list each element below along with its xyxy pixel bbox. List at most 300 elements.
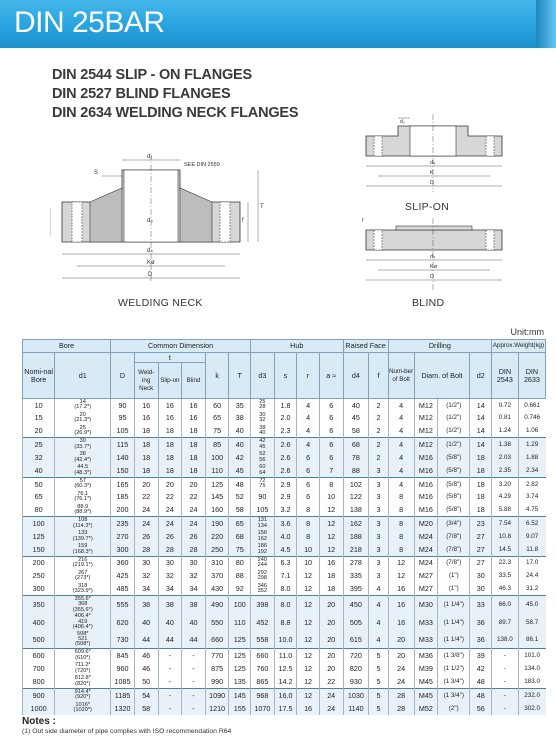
cell-d2: 27 [470,556,492,569]
cell-w2: 1.06 [518,425,545,438]
banner-corner [536,0,556,48]
cell-tb: 22 [182,491,206,504]
cell-s: 2.3 [274,425,297,438]
cell-d3: 346 352 [251,583,275,596]
cell-s: 14.2 [274,675,297,688]
cell-d3: 968 [251,688,275,701]
col-d2: d2 [470,353,492,399]
table-row [23,583,546,596]
cell-d1: 25 (26.9*) [55,425,111,438]
cell-d3: 1070 [251,702,275,715]
heading-welding-neck: DIN 2634 WELDING NECK FLANGES [52,105,299,121]
cell-tb: 38 [182,596,206,614]
cell-w2: 101.0 [518,649,545,662]
cell-inch: (1") [438,583,470,596]
cell-r: 6 [297,451,320,464]
cell-d2: 14 [470,399,492,412]
cell-nb: 32 [23,451,55,464]
cell-k: 145 [205,491,229,504]
cell-n: 12 [388,570,414,583]
cell-d3: 660 [251,649,275,662]
cell-bolt: M45 [414,688,438,701]
table-row [23,688,546,701]
cell-T: 40 [229,425,251,438]
cell-f: 4 [369,596,388,614]
cell-T: 135 [229,675,251,688]
cell-w2: 0.746 [518,412,545,425]
cell-inch: (1/2") [438,438,470,451]
cell-w1: 1.38 [491,438,518,451]
table-row [23,702,546,715]
cell-d2: 27 [470,530,492,543]
cell-d2: 36 [470,614,492,631]
cell-f: 3 [369,543,388,556]
col-r: r [297,353,320,399]
so-label-d2: d₂ [400,119,405,125]
cell-inch: (1 1/4") [438,614,470,631]
cell-k: 100 [205,451,229,464]
cell-ts: - [158,662,182,675]
cell-n: 8 [388,517,414,530]
cell-n: 4 [388,477,414,490]
cell-ts: 38 [158,596,182,614]
cell-s: 1.8 [274,399,297,412]
cell-s: 10.0 [274,631,297,649]
table-row [23,596,546,614]
cell-a: 6 [319,399,343,412]
cell-D: 425 [111,570,135,583]
cell-T: 45 [229,464,251,477]
cell-ts: 18 [158,438,182,451]
wn-see-note: SEE DIN 2559 [184,162,220,168]
cell-tw: 34 [134,583,158,596]
cell-w2: 31.2 [518,583,545,596]
cell-s: 2.9 [274,477,297,490]
unit-label: Unit:mm [510,327,544,337]
cell-d4: 395 [343,583,369,596]
cell-inch: (1") [438,570,470,583]
table-row [23,438,546,451]
table-row [23,412,546,425]
cell-w1: 89.7 [491,614,518,631]
cell-d4: 720 [343,649,369,662]
cell-inch: (5/8") [438,504,470,517]
table-row [23,649,546,662]
cell-tb: - [182,662,206,675]
cell-d3: 865 [251,675,275,688]
cell-d4: 58 [343,425,369,438]
cell-r: 4 [297,438,320,451]
cell-a: 24 [319,688,343,701]
cell-a: 6 [319,451,343,464]
cell-d1: 38 (42.4*) [55,451,111,464]
cell-T: 92 [229,583,251,596]
cell-s: 8.8 [274,614,297,631]
cell-bolt: M36 [414,649,438,662]
cell-inch: (3/4") [438,517,470,530]
cell-k: 875 [205,662,229,675]
cell-ts: - [158,649,182,662]
cell-a: 18 [319,583,343,596]
cell-f: 4 [369,583,388,596]
cell-w1: - [491,688,518,701]
cell-k: 490 [205,596,229,614]
cell-d2: 36 [470,631,492,649]
cell-ts: 18 [158,451,182,464]
cell-tw: 18 [134,451,158,464]
cell-nb: 65 [23,491,55,504]
cell-k: 1210 [205,702,229,715]
cell-a: 6 [319,412,343,425]
cell-T: 58 [229,504,251,517]
cell-f: 2 [369,399,388,412]
cell-w1: 14.5 [491,543,518,556]
cell-inch: (1 3/4") [438,688,470,701]
cell-s: 11.0 [274,649,297,662]
cell-n: 16 [388,583,414,596]
cell-bolt: M24 [414,530,438,543]
cell-tb: 44 [182,631,206,649]
cell-nb: 500 [23,631,55,649]
cell-d4: 1030 [343,688,369,701]
cell-inch: (5/8") [438,464,470,477]
cell-D: 115 [111,438,135,451]
cell-f: 2 [369,425,388,438]
cell-r: 12 [297,649,320,662]
cell-n: 8 [388,491,414,504]
cell-bolt: M12 [414,438,438,451]
cell-f: 3 [369,477,388,490]
cell-T: 155 [229,702,251,715]
cell-a: 12 [319,517,343,530]
cell-inch: (7/8") [438,530,470,543]
cell-n: 4 [388,412,414,425]
cell-a: 16 [319,556,343,569]
cell-T: 80 [229,556,251,569]
cell-T: 125 [229,649,251,662]
cell-tb: - [182,688,206,701]
cell-T: 88 [229,570,251,583]
cell-D: 730 [111,631,135,649]
bl-label-f: f [362,218,364,224]
cell-T: 68 [229,530,251,543]
cell-r: 12 [297,662,320,675]
cell-tw: 28 [134,543,158,556]
cell-f: 3 [369,556,388,569]
cell-r: 6 [297,491,320,504]
cell-nb: 80 [23,504,55,517]
cell-d2: 23 [470,517,492,530]
cell-n: 4 [388,399,414,412]
cell-k: 770 [205,649,229,662]
cell-d4: 218 [343,543,369,556]
cell-d1: 406.4* 419 (406.4*) [55,614,111,631]
so-label-k: K [430,170,434,176]
cell-nb: 40 [23,464,55,477]
table-row [23,425,546,438]
cell-d1: 508* 521 (508*) [55,631,111,649]
cell-w2: 58.7 [518,614,545,631]
cell-r: 4 [297,399,320,412]
cell-f: 4 [369,614,388,631]
cell-d4: 820 [343,662,369,675]
slip-on-drawing [360,114,510,194]
cell-w2: 302.0 [518,702,545,715]
cell-bolt: M16 [414,464,438,477]
cell-d1: 76.1 (76.1*) [55,491,111,504]
caption-welding-neck: WELDING NECK [118,297,203,309]
cell-s: 12.5 [274,662,297,675]
cell-w2: 232.0 [518,688,545,701]
cell-n: 4 [388,425,414,438]
cell-a: 8 [319,477,343,490]
cell-T: 125 [229,662,251,675]
heading-slip-on: DIN 2544 SLIP - ON FLANGES [52,67,252,83]
cell-nb: 200 [23,556,55,569]
cell-tb: 16 [182,399,206,412]
cell-D: 270 [111,530,135,543]
cell-ts: 20 [158,477,182,490]
cell-bolt: M27 [414,583,438,596]
cell-tw: 24 [134,504,158,517]
cell-w1: 10.8 [491,530,518,543]
cell-d3: 38 40 [251,425,275,438]
cell-d4: 162 [343,517,369,530]
cell-w2: 9.07 [518,530,545,543]
cell-w1: 1.24 [491,425,518,438]
cell-d3: 131 134 [251,517,275,530]
cell-tb: 40 [182,614,206,631]
cell-inch: (1 1/4") [438,596,470,614]
cell-d4: 1140 [343,702,369,715]
cell-D: 150 [111,464,135,477]
col-d3: d3 [251,353,275,399]
wn-label-d3: d₃ [147,218,153,224]
cell-n: 8 [388,543,414,556]
cell-d1: 30 (33.7*) [55,438,111,451]
cell-k: 60 [205,399,229,412]
cell-d1: 133 (139.7*) [55,530,111,543]
cell-s: 4.0 [274,530,297,543]
group-weight: Approx.Weight(kg) [491,340,545,353]
table-row [23,675,546,688]
cell-ts: 44 [158,631,182,649]
cell-nb: 20 [23,425,55,438]
cell-bolt: M39 [414,662,438,675]
cell-tb: - [182,649,206,662]
cell-s: 3.2 [274,504,297,517]
cell-r: 12 [297,688,320,701]
cell-n: 8 [388,530,414,543]
cell-tw: 26 [134,530,158,543]
cell-k: 990 [205,675,229,688]
cell-D: 845 [111,649,135,662]
cell-T: 145 [229,688,251,701]
cell-nb: 800 [23,675,55,688]
table-row [23,543,546,556]
col-d1: d1 [55,353,111,399]
col-w2633: DIN 2633 [518,353,545,399]
cell-tb: 18 [182,438,206,451]
cell-w1: 2.35 [491,464,518,477]
cell-a: 6 [319,438,343,451]
col-T: T [229,353,251,399]
cell-D: 165 [111,477,135,490]
cell-k: 310 [205,556,229,569]
cell-inch: (1/2") [438,399,470,412]
cell-T: 42 [229,451,251,464]
cell-T: 52 [229,491,251,504]
cell-inch: (5/8") [438,491,470,504]
cell-w1: 138.0 [491,631,518,649]
cell-D: 360 [111,556,135,569]
cell-f: 3 [369,530,388,543]
cell-tw: 38 [134,596,158,614]
cell-d3: 760 [251,662,275,675]
cell-tw: 18 [134,464,158,477]
cell-D: 235 [111,517,135,530]
cell-bolt: M20 [414,517,438,530]
cell-w2: 24.4 [518,570,545,583]
cell-d3: 398 [251,596,275,614]
group-raised-face: Raised Face [343,340,388,353]
cell-inch: (1 1/2") [438,662,470,675]
cell-w2: 4.75 [518,504,545,517]
table-row [23,464,546,477]
cell-w2: 134.0 [518,662,545,675]
cell-w1: 66.0 [491,596,518,614]
cell-s: 7.1 [274,570,297,583]
cell-d4: 68 [343,438,369,451]
cell-D: 90 [111,399,135,412]
cell-r: 8 [297,530,320,543]
cell-T: 125 [229,631,251,649]
cell-tb: 26 [182,530,206,543]
table-row [23,662,546,675]
cell-s: 17.5 [274,702,297,715]
cell-f: 5 [369,662,388,675]
cell-ts: 24 [158,504,182,517]
welding-neck-drawing [50,150,280,292]
cell-bolt: M12 [414,425,438,438]
cell-k: 160 [205,504,229,517]
cell-D: 1085 [111,675,135,688]
cell-k: 125 [205,477,229,490]
cell-inch: (2") [438,702,470,715]
cell-d4: 78 [343,451,369,464]
cell-inch: (1 3/4") [438,675,470,688]
cell-ts: 24 [158,517,182,530]
cell-nb: 250 [23,570,55,583]
cell-inch: (5/8") [438,451,470,464]
col-bolt-dia: Diam. of Bolt [414,353,470,399]
cell-d1: 44.5 (48.3*) [55,464,111,477]
cell-w1: - [491,675,518,688]
cell-w1: 0.81 [491,412,518,425]
wn-label-t: T [260,204,264,210]
cell-T: 75 [229,543,251,556]
notes-title: Notes : [22,716,56,727]
cell-f: 3 [369,491,388,504]
group-drilling: Drilling [388,340,491,353]
cell-d4: 88 [343,464,369,477]
cell-d2: 30 [470,583,492,596]
cell-d3: 240 244 [251,556,275,569]
cell-r: 16 [297,702,320,715]
cell-a: 12 [319,530,343,543]
cell-k: 250 [205,543,229,556]
cell-d3: 52 56 [251,451,275,464]
cell-f: 3 [369,517,388,530]
cell-d4: 335 [343,570,369,583]
cell-k: 190 [205,517,229,530]
cell-D: 1185 [111,688,135,701]
flange-spec-table [22,339,546,715]
cell-n: 4 [388,438,414,451]
caption-slip-on: SLIP-ON [405,201,450,213]
cell-D: 555 [111,596,135,614]
cell-a: 24 [319,702,343,715]
cell-w1: 5.88 [491,504,518,517]
cell-ts: 32 [158,570,182,583]
cell-s: 3.6 [274,517,297,530]
cell-d4: 278 [343,556,369,569]
cell-tb: 34 [182,583,206,596]
cell-inch: (1 1/4") [438,631,470,649]
cell-nb: 10 [23,399,55,412]
cell-d1: 88.9 (88.9*) [55,504,111,517]
cell-D: 1320 [111,702,135,715]
cell-r: 6 [297,464,320,477]
cell-k: 550 [205,614,229,631]
cell-tb: 32 [182,570,206,583]
cell-d2: 48 [470,688,492,701]
cell-bolt: M16 [414,451,438,464]
cell-r: 6 [297,477,320,490]
cell-r: 12 [297,675,320,688]
cell-w2: 17.0 [518,556,545,569]
col-t-blind: Blind [182,363,206,399]
table-body [23,399,546,716]
cell-d2: 56 [470,702,492,715]
cell-D: 140 [111,451,135,464]
cell-d1: 355.6* 368 (355.6*) [55,596,111,614]
heading-blind: DIN 2527 BLIND FLANGES [52,86,231,102]
cell-r: 12 [297,570,320,583]
col-t-slip: Slip-on [158,363,182,399]
cell-tb: 24 [182,517,206,530]
cell-a: 10 [319,491,343,504]
cell-k: 660 [205,631,229,649]
cell-nb: 350 [23,596,55,614]
cell-r: 10 [297,556,320,569]
cell-f: 2 [369,438,388,451]
cell-d2: 14 [470,438,492,451]
cell-w2: 11.8 [518,543,545,556]
cell-a: 6 [319,425,343,438]
cell-d2: 33 [470,596,492,614]
cell-a: 20 [319,596,343,614]
cell-tw: 54 [134,688,158,701]
cell-bolt: M12 [414,412,438,425]
cell-d1: 1016* (1020*) [55,702,111,715]
cell-k: 430 [205,583,229,596]
cell-T: 38 [229,412,251,425]
cell-d2: 18 [470,491,492,504]
cell-ts: 18 [158,464,182,477]
cell-tb: 20 [182,477,206,490]
cell-T: 48 [229,477,251,490]
